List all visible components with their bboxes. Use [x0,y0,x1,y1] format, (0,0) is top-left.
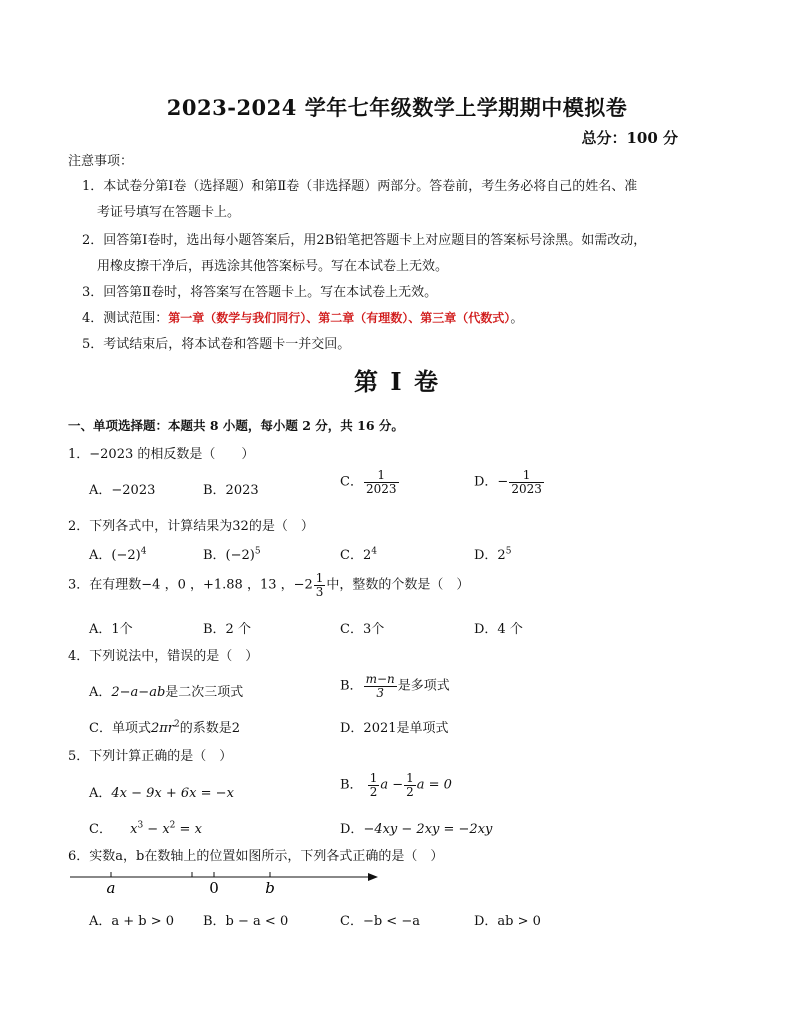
q3-option-a: A．1个 [89,622,133,637]
fraction [509,469,544,495]
note-text: 考试结束后，将本试卷和答题卡一并交回。 [103,337,351,352]
q4-option-b [340,673,450,699]
q2-option-c [340,544,377,563]
q5-option-c [89,818,202,837]
note-2 [82,229,646,248]
option-label: D．− [474,474,509,490]
q5-option-b [340,772,452,798]
exponent: 5 [254,546,261,557]
note-4 [82,307,523,326]
exponent: 2 [173,719,180,730]
math-expr: 2πr [150,721,174,736]
note-num: 4． [82,311,104,326]
question-2-stem: 2．下列各式中，计算结果为32的是（ ） [68,519,314,534]
numerator: m−n [365,672,395,686]
q3-option-c: C．3个 [340,622,385,637]
denominator: 3 [376,685,384,700]
q4-option-d: D．2021是单项式 [340,721,449,736]
option-label: C． [340,474,363,490]
option-label: D． [340,822,364,837]
question-5-stem: 5．下列计算正确的是（ ） [68,749,233,764]
label-zero: 0 [209,879,219,897]
notes-heading: 注意事项： [68,154,134,169]
note-suffix: 。 [510,311,524,326]
denominator: 2023 [365,481,397,496]
option-label: A． [89,685,112,700]
number-line-figure [60,866,390,900]
option-label: C． [89,822,112,837]
q5-option-d [340,818,492,837]
option-text: D．2 [474,548,506,563]
option-label: B． [340,777,363,793]
test-scope: 第一章（数学与我们同行）、第二章（有理数）、第三章（代数式） [168,311,511,325]
option-label: A． [89,786,112,801]
option-label: B． [340,678,363,694]
option-text: C．2 [340,548,372,563]
note-text: 本试卷分第Ⅰ卷（选择题）和第Ⅱ卷（非选择题）两部分。答卷前，考生务必将自己的姓名、准 [103,179,638,194]
note-num: 5． [82,337,104,352]
option-text: 是二次三项式 [165,685,244,700]
option-text: 的系数是2 [179,721,240,736]
math-expr: 2−a−ab [111,685,166,700]
mixed-fraction [314,572,326,598]
q6-option-a: A．a + b > 0 [89,914,175,929]
numerator: 1 [509,469,544,483]
math-expr: = x [175,822,202,837]
math-expr: x [130,822,138,837]
question-1-stem: 1．−2023 的相反数是（ ） [68,447,255,462]
q6-option-d: D．ab > 0 [474,914,541,929]
label-a: a [106,879,116,897]
note-2-cont: 用橡皮擦干净后，再选涂其他答案标号。写在本试卷上无效。 [97,259,449,274]
question-6-stem: 6．实数a，b在数轴上的位置如图所示，下列各式正确的是（ ） [68,849,444,864]
q2-option-a [89,544,146,563]
question-4-stem: 4．下列说法中，错误的是（ ） [68,649,259,664]
numerator: 1 [406,771,414,785]
numerator: 1 [369,771,378,785]
q1-option-a: A．−2023 [89,483,156,498]
option-text: A．(−2) [89,548,141,563]
q3-option-b: B．2 个 [203,622,251,637]
q1-option-b: B．2023 [203,483,259,498]
math-expr: 4x − 9x + 6x = −x [111,786,234,801]
q1-option-c [340,469,400,495]
arrow-head-icon [368,873,378,881]
q4-option-a [89,681,243,700]
q6-option-b: B．b − a < 0 [203,914,289,929]
math-expr: a = 0 [416,777,452,793]
note-num: 3． [82,285,104,300]
exponent: 3 [137,820,144,831]
exponent: 4 [140,546,147,557]
option-label: C．单项式 [89,721,151,736]
note-1-cont: 考证号填写在答题卡上。 [97,205,241,220]
note-text: 回答第Ⅱ卷时，将答案写在答题卡上。写在本试卷上无效。 [103,285,438,300]
q2-option-b [203,544,261,563]
q6-option-c: C．−b < −a [340,914,420,929]
note-1 [82,175,637,194]
math-expr: a − [380,777,404,793]
q1-option-d [474,469,545,495]
part-heading: 一、单项选择题：本题共 8 小题，每小题 2 分，共 16 分。 [68,418,404,433]
numerator: 1 [364,469,399,483]
q5-option-a [89,782,234,801]
note-text: 回答第Ⅰ卷时，选出每小题答案后，用2B铅笔把答题卡上对应题目的答案标号涂黑。如需改动， [103,233,647,248]
exponent: 2 [169,820,176,831]
page-title: 2023-2024 学年七年级数学上学期期中模拟卷 [166,95,628,120]
stem-text: 中，整数的个数是（ ） [326,577,470,593]
note-num: 2． [82,233,104,248]
stem-text: 3．在有理数−4 ，0 ，+1.88 ，13 ，−2 [68,577,313,593]
total-score: 总分：100 分 [581,129,678,147]
note-5 [82,333,350,352]
denominator: 2 [406,784,414,799]
fraction [404,772,416,798]
fraction [364,469,399,495]
note-num: 1． [82,179,104,194]
math-expr: −4xy − 2xy = −2xy [363,822,493,837]
option-text: 是多项式 [397,678,450,694]
exponent: 5 [505,546,512,557]
q3-option-d: D．4 个 [474,622,523,637]
denominator: 2023 [511,481,542,496]
option-text: B．(−2) [203,548,255,563]
math-expr: − x [143,822,170,837]
numerator: 1 [315,571,324,585]
note-prefix: 测试范围： [103,311,169,326]
question-3-stem [68,572,469,598]
fraction [368,772,380,798]
exponent: 4 [371,546,377,557]
label-b: b [265,879,275,897]
section-title: 第 I 卷 [354,367,440,396]
q2-option-d [474,544,511,563]
fraction [364,673,397,699]
q4-option-c [89,717,240,736]
denominator: 2 [369,784,378,799]
note-3 [82,281,437,300]
denominator: 3 [315,584,324,599]
